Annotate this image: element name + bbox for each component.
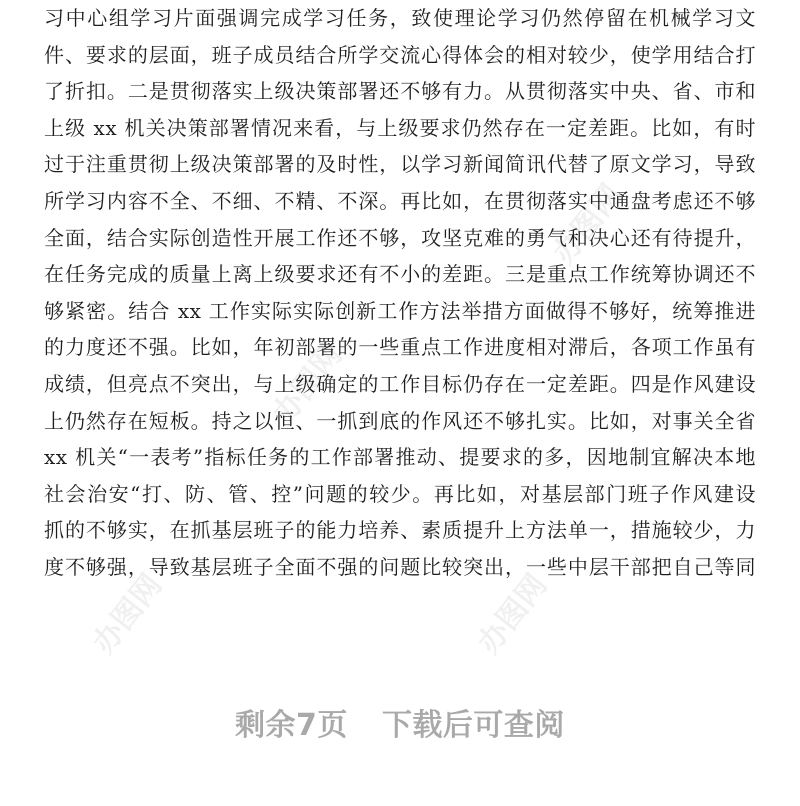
download-to-view-label: 下载后可查阅 — [381, 708, 565, 743]
text-line: 全面，结合实际创造性开展工作还不够，攻坚克难的勇气和决心还有待提升， — [44, 225, 756, 250]
download-prompt[interactable] — [0, 700, 800, 744]
text-line: 过于注重贯彻上级决策部署的及时性，以学习新闻简讯代替了原文学习，导致 — [44, 152, 756, 177]
text-line: 上仍然存在短板。持之以恒、一抓到底的作风还不够扎实。比如，对事关全省 — [44, 408, 756, 433]
watermark: 办图网 — [546, 177, 630, 271]
text-line: 够紧密。结合 xx 工作实际实际创新工作方法举措方面做得不够好，统筹推进 — [44, 298, 756, 323]
watermark: 办图网 — [471, 567, 555, 661]
text-line: 抓的不够实，在抓基层班子的能力培养、素质提升上方法单一，措施较少，力 — [44, 518, 756, 543]
text-line: 成绩，但亮点不突出，与上级确定的工作目标仍存在一定差距。四是作风建设 — [44, 371, 756, 396]
text-line: 在任务完成的质量上离上级要求还有不小的差距。三是重点工作统筹协调还不 — [44, 262, 756, 287]
text-line: xx 机关“一表考”指标任务的工作部署推动、提要求的多，因地制宜解决本地 — [44, 445, 756, 470]
text-line: 上级 xx 机关决策部署情况来看，与上级要求仍然存在一定差距。比如，有时 — [44, 115, 756, 140]
text-line: 件、要求的层面，班子成员结合所学交流心得体会的相对较少，使学用结合打 — [44, 42, 756, 67]
text-line: 的力度还不强。比如，年初部署的一些重点工作进度相对滞后，各项工作虽有 — [44, 335, 756, 360]
text-line: 习中心组学习片面强调完成学习任务，致使理论学习仍然停留在机械学习文 — [44, 6, 756, 30]
watermark: 办图网 — [266, 337, 350, 431]
text-line: 社会治安“打、防、管、控”问题的较少。再比如，对基层部门班子作风建设 — [44, 481, 756, 506]
remaining-pages-label: 剩余7页 — [235, 708, 348, 743]
document-body — [44, 0, 756, 586]
watermark: 办图网 — [86, 567, 170, 661]
text-line: 度不够强，导致基层班子全面不强的问题比较突出，一些中层干部把自己等同 — [44, 554, 756, 579]
text-line: 所学习内容不全、不细、不精、不深。再比如，在贯彻落实中通盘考虑还不够 — [44, 188, 756, 213]
text-line: 了折扣。二是贯彻落实上级决策部署还不够有力。从贯彻落实中央、省、市和 — [44, 79, 756, 104]
